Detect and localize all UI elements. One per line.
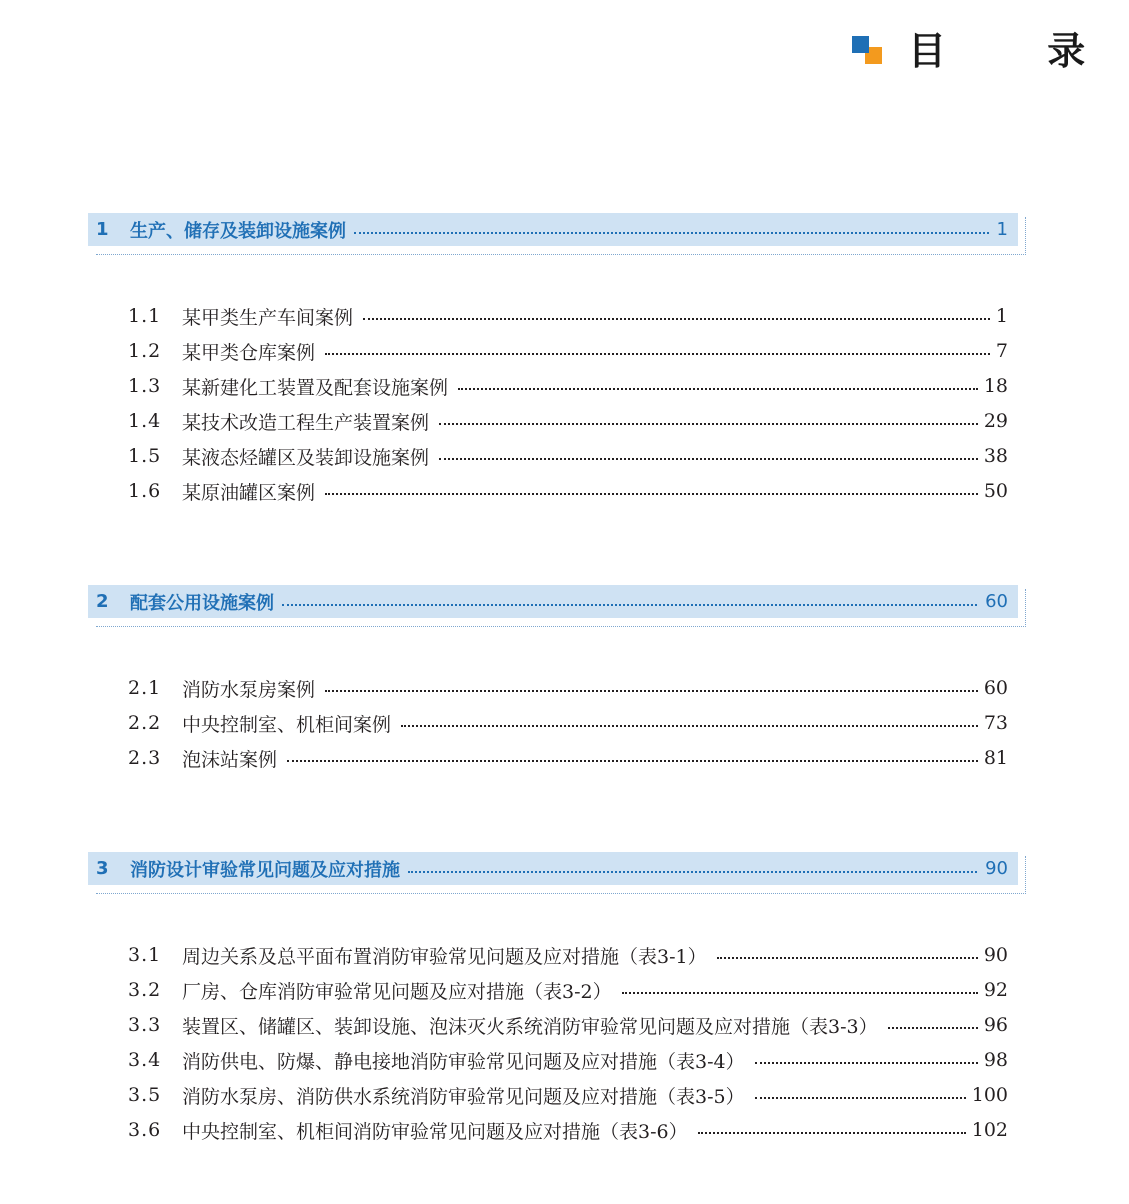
section-page: 92 xyxy=(983,979,1008,1001)
leader-dots xyxy=(282,604,977,606)
section-number: 1.2 xyxy=(128,340,162,362)
section-page: 60 xyxy=(983,677,1008,699)
section-number: 2.3 xyxy=(128,747,162,769)
leader-dots xyxy=(622,992,978,994)
toc-entry-3-6[interactable] xyxy=(128,1115,1008,1145)
chapter-page: 60 xyxy=(985,591,1008,612)
section-page: 38 xyxy=(983,445,1008,467)
chapter-page: 90 xyxy=(985,858,1008,879)
leader-dots xyxy=(325,493,978,495)
section-title: 某原油罐区案例 xyxy=(182,481,316,504)
chapter-2[interactable] xyxy=(88,585,1030,630)
toc-entry-3-3[interactable] xyxy=(128,1010,1008,1040)
chapter-title: 生产、储存及装卸设施案例 xyxy=(130,220,346,242)
leader-dots xyxy=(698,1132,966,1134)
section-page: 98 xyxy=(983,1049,1008,1071)
toc-entry-3-1[interactable] xyxy=(128,940,1008,970)
chapter-title: 配套公用设施案例 xyxy=(130,592,274,614)
toc-entry-1-5[interactable] xyxy=(128,441,1008,471)
section-title: 厂房、仓库消防审验常见问题及应对措施（表3-2） xyxy=(182,980,612,1003)
chapter-3[interactable] xyxy=(88,852,1030,897)
section-page: 50 xyxy=(983,480,1008,502)
chapter-number: 3 xyxy=(96,858,109,879)
section-number: 3.6 xyxy=(128,1119,162,1141)
section-title: 泡沫站案例 xyxy=(182,748,278,771)
section-page: 7 xyxy=(995,340,1008,362)
section-page: 81 xyxy=(983,747,1008,769)
toc-entry-1-2[interactable] xyxy=(128,336,1008,366)
section-title: 消防水泵房、消防供水系统消防审验常见问题及应对措施（表3-5） xyxy=(182,1085,745,1108)
section-number: 1.3 xyxy=(128,375,162,397)
section-page: 29 xyxy=(983,410,1008,432)
section-page: 1 xyxy=(995,305,1008,327)
section-title: 某甲类仓库案例 xyxy=(182,341,316,364)
leader-dots xyxy=(325,690,978,692)
section-number: 1.6 xyxy=(128,480,162,502)
leader-dots xyxy=(354,232,989,234)
leader-dots xyxy=(408,871,977,873)
toc-entry-2-2[interactable] xyxy=(128,708,1008,738)
section-number: 3.4 xyxy=(128,1049,162,1071)
section-number: 3.5 xyxy=(128,1084,162,1106)
toc-entry-1-4[interactable] xyxy=(128,406,1008,436)
section-title: 周边关系及总平面布置消防审验常见问题及应对措施（表3-1） xyxy=(182,945,707,968)
section-number: 3.1 xyxy=(128,944,162,966)
leader-dots xyxy=(287,760,978,762)
leader-dots xyxy=(439,423,978,425)
section-number: 3.2 xyxy=(128,979,162,1001)
leader-dots xyxy=(439,458,978,460)
toc-header xyxy=(852,26,1129,76)
section-title: 消防水泵房案例 xyxy=(182,678,316,701)
section-title: 中央控制室、机柜间消防审验常见问题及应对措施（表3-6） xyxy=(182,1120,688,1143)
section-number: 2.2 xyxy=(128,712,162,734)
section-title: 某技术改造工程生产装置案例 xyxy=(182,411,430,434)
chapter-1[interactable] xyxy=(88,213,1030,258)
chapter-page: 1 xyxy=(996,219,1008,240)
toc-entry-3-4[interactable] xyxy=(128,1045,1008,1075)
chapter-title: 消防设计审验常见问题及应对措施 xyxy=(130,859,400,881)
section-page: 73 xyxy=(983,712,1008,734)
section-title: 中央控制室、机柜间案例 xyxy=(182,713,392,736)
section-title: 某液态烃罐区及装卸设施案例 xyxy=(182,446,430,469)
chapter-number: 2 xyxy=(96,591,109,612)
leader-dots xyxy=(755,1062,978,1064)
toc-entry-1-6[interactable] xyxy=(128,476,1008,506)
leader-dots xyxy=(755,1097,966,1099)
toc-entry-3-2[interactable] xyxy=(128,975,1008,1005)
section-title: 某甲类生产车间案例 xyxy=(182,306,354,329)
section-page: 102 xyxy=(971,1119,1008,1141)
section-number: 1.4 xyxy=(128,410,162,432)
section-page: 18 xyxy=(983,375,1008,397)
section-page: 100 xyxy=(971,1084,1008,1106)
leader-dots xyxy=(888,1027,978,1029)
section-number: 3.3 xyxy=(128,1014,162,1036)
leader-dots xyxy=(325,353,990,355)
section-number: 1.5 xyxy=(128,445,162,467)
section-page: 90 xyxy=(983,944,1008,966)
toc-entry-1-1[interactable] xyxy=(128,301,1008,331)
section-title: 某新建化工装置及配套设施案例 xyxy=(182,376,449,399)
section-title: 消防供电、防爆、静电接地消防审验常见问题及应对措施（表3-4） xyxy=(182,1050,745,1073)
toc-entry-2-1[interactable] xyxy=(128,673,1008,703)
section-number: 2.1 xyxy=(128,677,162,699)
section-title: 装置区、储罐区、装卸设施、泡沫灭火系统消防审验常见问题及应对措施（表3-3） xyxy=(182,1015,878,1038)
leader-dots xyxy=(458,388,978,390)
leader-dots xyxy=(717,957,978,959)
leader-dots xyxy=(401,725,978,727)
page-title: 目 录 xyxy=(908,28,1129,73)
chapter-number: 1 xyxy=(96,219,109,240)
section-page: 96 xyxy=(983,1014,1008,1036)
toc-entry-2-3[interactable] xyxy=(128,743,1008,773)
logo-blue-square xyxy=(852,36,869,53)
section-number: 1.1 xyxy=(128,305,162,327)
toc-entry-1-3[interactable] xyxy=(128,371,1008,401)
leader-dots xyxy=(363,318,990,320)
toc-entry-3-5[interactable] xyxy=(128,1080,1008,1110)
